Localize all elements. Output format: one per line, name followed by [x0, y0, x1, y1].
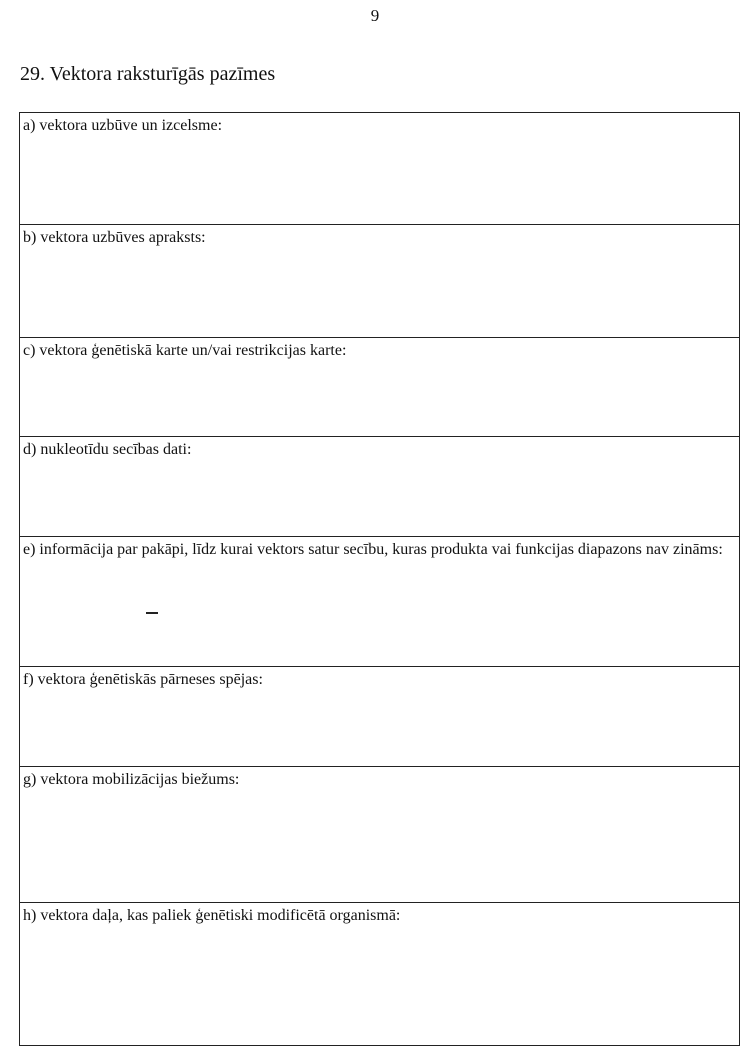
field-structure-origin[interactable] [20, 113, 739, 224]
field-label: h) vektora daļa, kas paliek ģenētiski modificētā organismā: [23, 907, 401, 924]
stray-mark [146, 612, 158, 614]
page-number: 9 [370, 6, 380, 25]
field-label: a) vektora uzbūve un izcelsme: [23, 117, 223, 134]
section-title: 29. Vektora raksturīgās pazīmes [20, 63, 276, 85]
field-nucleotide-sequence[interactable] [20, 436, 739, 536]
field-label: e) informācija par pakāpi, līdz kurai vektors satur secību, kuras produkta vai funkcijas diapazons nav zināms: [23, 541, 723, 558]
field-label: g) vektora mobilizācijas biežums: [23, 771, 240, 788]
field-mobilization-frequency[interactable] [20, 766, 739, 902]
field-label: d) nukleotīdu secības dati: [23, 441, 192, 458]
field-structure-description[interactable] [20, 224, 739, 337]
field-transfer-capacity[interactable] [20, 666, 739, 766]
field-label: b) vektora uzbūves apraksts: [23, 229, 206, 246]
field-label: c) vektora ģenētiskā karte un/vai restrikcijas karte: [23, 342, 347, 359]
field-genetic-map[interactable] [20, 337, 739, 436]
field-remaining-vector-part[interactable] [20, 902, 739, 1045]
field-unknown-sequence-info[interactable] [20, 536, 739, 666]
field-label: f) vektora ģenētiskās pārneses spējas: [23, 671, 263, 688]
form-table [19, 112, 740, 1046]
